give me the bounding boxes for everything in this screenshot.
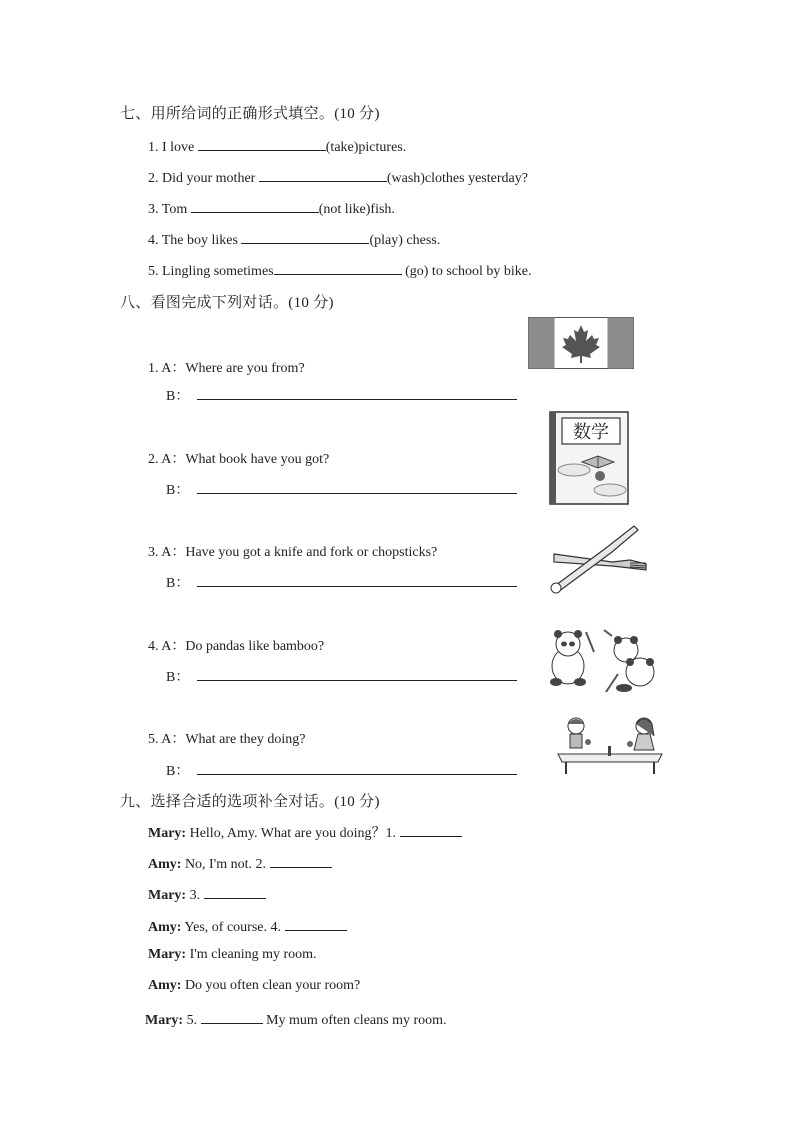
answer-blank[interactable]: [400, 822, 462, 837]
dialog-answer-1: B：: [166, 385, 517, 405]
answer-line[interactable]: [197, 385, 517, 400]
canada-flag-icon: [528, 317, 634, 369]
pandas-bamboo-icon: [546, 622, 666, 696]
answer-blank[interactable]: [270, 853, 332, 868]
dialog-line-3: Mary: 3.: [148, 884, 266, 904]
answer-blank[interactable]: [204, 884, 266, 899]
answer-blank[interactable]: [191, 198, 319, 213]
fill-item-5: 5. Lingling sometimes (go) to school by bike.: [148, 260, 531, 280]
dialog-line-4: Amy: Yes, of course. 4.: [148, 916, 347, 936]
section-9-title: 九、选择合适的选项补全对话。(10 分): [120, 794, 380, 810]
answer-line[interactable]: [197, 760, 517, 775]
dialog-question-2: 2. A：What book have you got?: [148, 452, 330, 467]
answer-blank[interactable]: [285, 916, 347, 931]
dialog-answer-2: B：: [166, 479, 517, 499]
fill-item-4: 4. The boy likes (play) chess.: [148, 229, 440, 249]
answer-blank[interactable]: [274, 260, 402, 275]
answer-blank[interactable]: [241, 229, 369, 244]
knife-and-fork-icon: [546, 522, 650, 594]
dialog-line-7: Mary: 5. My mum often cleans my room.: [145, 1009, 447, 1029]
answer-line[interactable]: [197, 572, 517, 587]
speaker-name: Mary:: [148, 826, 187, 841]
table-tennis-icon: [554, 714, 666, 776]
answer-line[interactable]: [197, 666, 517, 681]
answer-blank[interactable]: [201, 1009, 263, 1024]
speaker-name: Mary:: [145, 1013, 184, 1028]
speaker-name: Amy:: [148, 857, 182, 872]
dialog-question-5: 5. A：What are they doing?: [148, 732, 306, 747]
fill-item-2: 2. Did your mother (wash)clothes yesterday?: [148, 167, 528, 187]
speaker-name: Mary:: [148, 947, 187, 962]
fill-item-1: 1. I love (take)pictures.: [148, 136, 406, 156]
dialog-answer-3: B：: [166, 572, 517, 592]
speaker-name: Amy:: [148, 920, 182, 935]
dialog-question-1: 1. A：Where are you from?: [148, 361, 305, 376]
section-8-title: 八、看图完成下列对话。(10 分): [120, 295, 334, 311]
dialog-line-6: Amy: Do you often clean your room?: [148, 978, 361, 993]
fill-item-3: 3. Tom (not like)fish.: [148, 198, 395, 218]
math-book-icon: [548, 410, 632, 506]
book-title-text: 数学: [573, 422, 609, 443]
dialog-answer-5: B：: [166, 760, 517, 780]
dialog-line-5: Mary: I'm cleaning my room.: [148, 947, 317, 962]
answer-blank[interactable]: [259, 167, 387, 182]
speaker-name: Mary:: [148, 888, 187, 903]
answer-line[interactable]: [197, 479, 517, 494]
dialog-answer-4: B：: [166, 666, 517, 686]
dialog-line-2: Amy: No, I'm not. 2.: [148, 853, 332, 873]
dialog-question-3: 3. A：Have you got a knife and fork or chopsticks?: [148, 545, 438, 560]
dialog-line-1: Mary: Hello, Amy. What are you doing？1.: [148, 822, 462, 842]
dialog-question-4: 4. A：Do pandas like bamboo?: [148, 639, 325, 654]
speaker-name: Amy:: [148, 978, 182, 993]
answer-blank[interactable]: [198, 136, 326, 151]
section-7-title: 七、用所给词的正确形式填空。(10 分): [120, 106, 380, 122]
